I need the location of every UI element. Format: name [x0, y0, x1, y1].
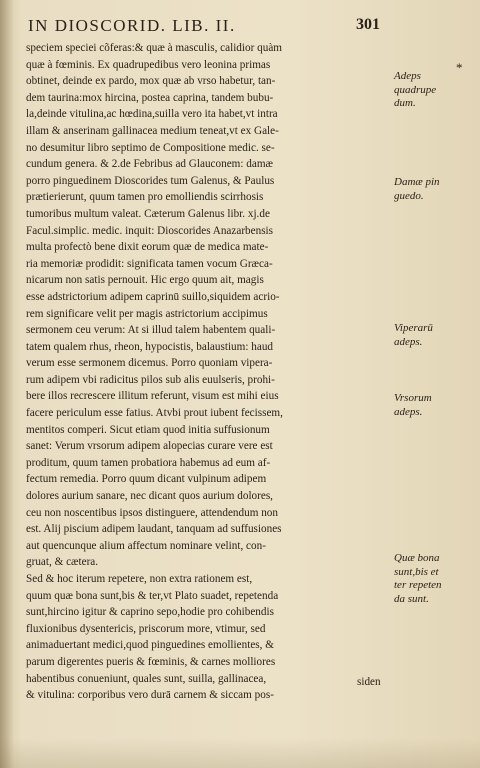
text-line: Facul.simplic. medic. inquit: Dioscorides Anazarbensis [26, 224, 274, 237]
margin-note-line: Viperarū [394, 322, 433, 334]
running-title: IN DIOSCORID. LIB. II. [28, 16, 236, 35]
text-line: prætierierunt, quum tamen pro emolliendis scirrhosis [26, 191, 264, 204]
margin-note-adeps-quadrupedum [394, 70, 476, 111]
margin-note-line: da sunt. [394, 592, 429, 605]
page-bottom-shade [0, 738, 480, 768]
margin-note-line: Vrsorum [394, 392, 432, 404]
text-line: sunt,hircino igitur & caprino sepo,hodie pro cohibendis [26, 606, 274, 619]
text-line: mentitos comperi. Sicut etiam quod initia suffusionum [26, 423, 270, 436]
text-line: porro pinguedinem Dioscorides tum Galenus, & Paulus [26, 174, 275, 187]
margin-note-vrsorum-adeps [394, 392, 476, 419]
text-line: tumoribus multum valeat. Cæterum Galenus libr. xj.de [26, 207, 270, 220]
main-text-block [26, 40, 386, 704]
text-line: no desumitur libro septimo de Compositione medic. se- [26, 141, 275, 154]
text-line: quum quæ bona sunt,bis & ter,vt Plato suadet, repetenda [26, 589, 279, 602]
text-line: bere illos recrescere illitum referunt, visum est mihi eius [26, 390, 279, 403]
text-line: dem taurina:mox hircina, postea caprina, tandem bubu- [26, 91, 274, 104]
text-line: cundum genera. & 2.de Febribus ad Glauconem: damæ [26, 158, 273, 171]
text-line: est. Alij piscium adipem laudant, tanquam ad suffusiones [26, 523, 282, 536]
margin-note-line: dum. [394, 97, 416, 109]
text-line: facere periculum esse fatius. Atvbi prout iubent fecissem, [26, 407, 283, 420]
margin-note-damae-pinguedo [394, 176, 476, 203]
text-line: Sed & hoc iterum repetere, non extra rationem est, [26, 573, 253, 585]
text-line: & vitulina: corporibus vero durā carnem & siccam pos- [26, 689, 274, 702]
page-number: 301 [356, 16, 380, 33]
text-line: proditum, quum tamen probatiora habemus ad eum af- [26, 456, 271, 469]
margin-note-line: guedo. [394, 189, 424, 202]
text-line: animaduertant medici,quod pinguedines emollientes, & [26, 639, 274, 652]
text-line: quæ à fœminis. Ex quadrupedibus vero leonina primas [26, 58, 271, 71]
text-line: la,deinde vitulina,ac hœdina,suilla vero ita habet,vt intra [26, 108, 278, 121]
text-line: fectum remedia. Porro quum dicant vulpinum adipem [26, 473, 267, 486]
running-header [28, 14, 378, 36]
corner-mark: * [456, 60, 463, 75]
margin-note-line: Quæ bona [394, 552, 440, 564]
margin-note-line: ter repeten [394, 579, 442, 591]
text-line: fluxionibus dysentericis, priscorum more, vtimur, sed [26, 622, 266, 635]
text-line: sermonem ceu verum: At si illud talem habentem quali- [26, 324, 276, 337]
text-line: sanet: Verum vrsorum adipem alopecias curare vere est [26, 440, 273, 453]
text-line: ria memoriæ prodidit: significata tamen vocum Græca- [26, 257, 273, 270]
margin-note-line: Damæ pin [394, 176, 440, 188]
margin-note-line: sunt,bis et [394, 565, 439, 578]
text-line: aut quencunque alium affectum nominare velint, con- [26, 539, 266, 552]
margin-note-line: quadrupe [394, 83, 437, 96]
margin-note-line: adeps. [394, 405, 423, 418]
text-line: speciem speciei cõferas:& quæ à masculis, calidior quàm [26, 42, 282, 54]
text-line: parum digerentes pueris & fœminis, & carnes molliores [26, 655, 276, 668]
text-line: habentibus conueniunt, quales sunt, suilla, gallinacea, [26, 672, 267, 685]
text-line: ceu non noscentibus ipsos distinguere, attendendum non [26, 506, 278, 519]
gutter-shadow [0, 0, 14, 768]
margin-note-quae-bona-sunt [394, 552, 476, 606]
catchword: siden [357, 676, 381, 688]
text-line: obtinet, deinde ex pardo, mox quæ ab vrso habetur, tan- [26, 75, 276, 88]
text-line: rum adipem vbi radicitus pilos sub alis euulseris, prohi- [26, 373, 275, 386]
text-line: tatem qualem rhus, rheon, hypocistis, balaustium: haud [26, 340, 274, 353]
text-line: gruat, & cætera. [26, 556, 99, 569]
margin-note-viperarum-adeps [394, 322, 476, 349]
text-line: illam & anserinam gallinacea medium teneat,vt ex Gale- [26, 124, 279, 137]
text-line: esse adstrictorium adipem caprinū suillo,siquidem acrio- [26, 290, 280, 303]
text-line: rem significare velit per magis astrictorium accipimus [26, 307, 268, 320]
margin-note-line: adeps. [394, 335, 423, 348]
text-line: multa profectò bene dixit eorum quæ de medica mate- [26, 241, 269, 254]
text-line: nicarum non satis pernouit. Hic ergo quum ait, magis [26, 274, 264, 287]
margin-note-line: Adeps [394, 70, 421, 82]
text-line: dolores aurium sanare, nec dicant quos aurium dolores, [26, 490, 273, 503]
text-line: verum esse sermonem dicemus. Porro quoniam vipera- [26, 357, 273, 370]
